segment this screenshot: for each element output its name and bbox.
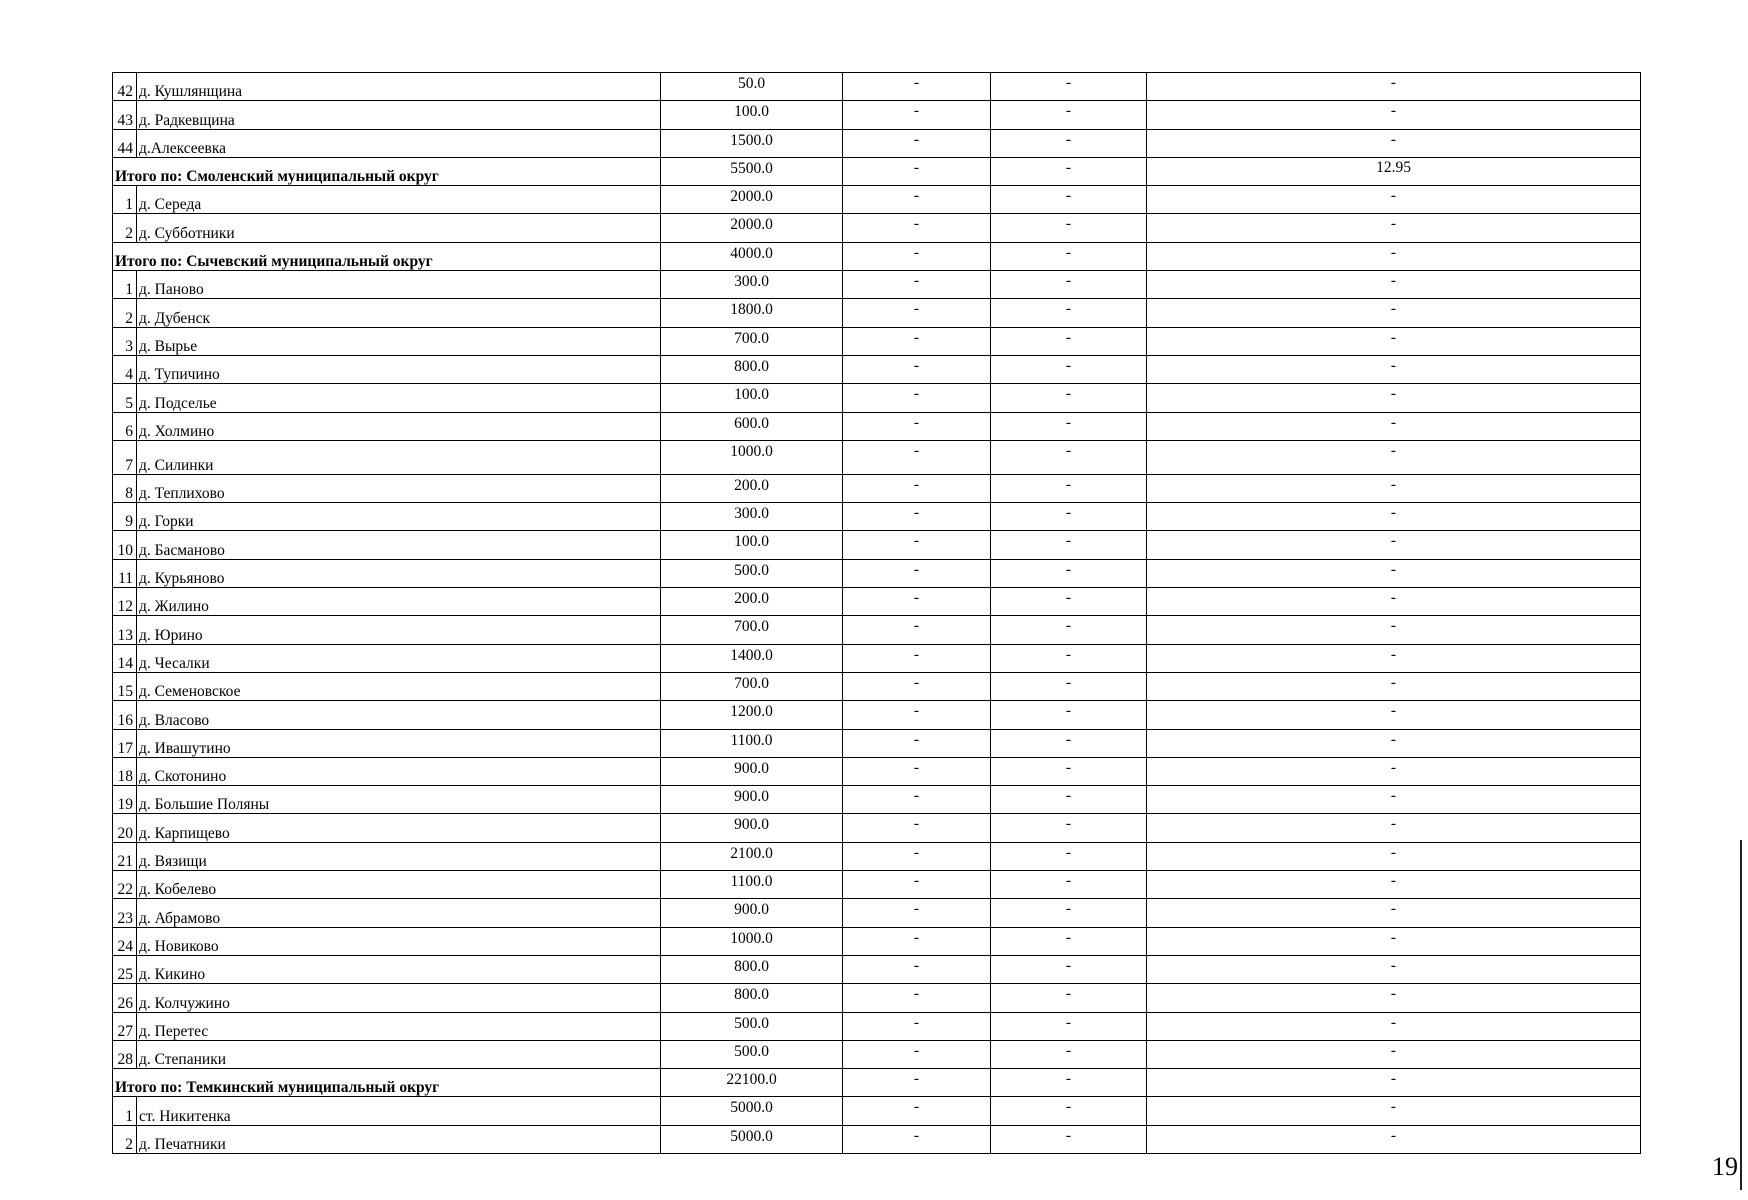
settlement-name-cell: д. Субботники [137, 214, 661, 242]
table-row [113, 327, 1641, 355]
value-cell: 700.0 [661, 672, 843, 700]
value-cell: 1100.0 [661, 729, 843, 757]
settlement-name-cell: д. Курьяново [137, 559, 661, 587]
value-cell: 2000.0 [661, 186, 843, 214]
column-4-cell: - [991, 1012, 1147, 1040]
settlement-name-cell: д. Степаники [137, 1040, 661, 1068]
column-4-cell: - [991, 384, 1147, 412]
settlement-name-cell: д. Колчужино [137, 984, 661, 1012]
table-row [113, 214, 1641, 242]
settlement-name-cell: д. Чесалки [137, 644, 661, 672]
total-label-cell: Итого по: Темкинский муниципальный округ [113, 1069, 661, 1097]
value-cell: 900.0 [661, 757, 843, 785]
column-4-cell: - [991, 616, 1147, 644]
column-5-cell: - [1147, 814, 1641, 842]
column-5-cell: - [1147, 186, 1641, 214]
column-4-cell: - [991, 984, 1147, 1012]
value-cell: 1800.0 [661, 299, 843, 327]
value-cell: 800.0 [661, 355, 843, 383]
settlement-name-cell: д. Кикино [137, 955, 661, 983]
row-number-cell: 20 [113, 814, 137, 842]
column-4-cell: - [991, 299, 1147, 327]
column-4-cell: - [991, 101, 1147, 129]
column-3-cell: - [843, 242, 991, 270]
column-3-cell: - [843, 1012, 991, 1040]
settlement-name-cell: д. Власово [137, 701, 661, 729]
row-number-cell: 2 [113, 1125, 137, 1153]
table-row-total [113, 1069, 1641, 1097]
column-5-cell: - [1147, 531, 1641, 559]
settlement-name-cell: д. Горки [137, 503, 661, 531]
table-row [113, 73, 1641, 101]
row-number-cell: 6 [113, 412, 137, 440]
column-3-cell: - [843, 559, 991, 587]
column-3-cell: - [843, 101, 991, 129]
column-3-cell: - [843, 616, 991, 644]
column-5-cell: - [1147, 842, 1641, 870]
row-number-cell: 27 [113, 1012, 137, 1040]
value-cell: 5000.0 [661, 1097, 843, 1125]
settlement-name-cell: д. Подселье [137, 384, 661, 412]
column-5-cell: - [1147, 616, 1641, 644]
column-3-cell: - [843, 355, 991, 383]
scan-edge-line [1740, 840, 1742, 1190]
column-4-cell: - [991, 927, 1147, 955]
column-4-cell: - [991, 214, 1147, 242]
table-row [113, 644, 1641, 672]
value-cell: 2100.0 [661, 842, 843, 870]
column-3-cell: - [843, 729, 991, 757]
value-cell: 1400.0 [661, 644, 843, 672]
column-3-cell: - [843, 1040, 991, 1068]
column-4-cell: - [991, 672, 1147, 700]
column-5-cell: - [1147, 412, 1641, 440]
table-row [113, 588, 1641, 616]
settlement-name-cell: д. Перетес [137, 1012, 661, 1040]
settlement-name-cell: д. Семеновское [137, 672, 661, 700]
column-5-cell: - [1147, 327, 1641, 355]
column-3-cell: - [843, 1097, 991, 1125]
settlement-name-cell: ст. Никитенка [137, 1097, 661, 1125]
table-row [113, 984, 1641, 1012]
column-5-cell: - [1147, 355, 1641, 383]
table-row [113, 1040, 1641, 1068]
settlement-name-cell: д. Юрино [137, 616, 661, 644]
column-3-cell: - [843, 299, 991, 327]
row-number-cell: 24 [113, 927, 137, 955]
settlement-name-cell: д. Паново [137, 271, 661, 299]
row-number-cell: 2 [113, 214, 137, 242]
settlements-table [112, 72, 1641, 1154]
column-4-cell: - [991, 1125, 1147, 1153]
column-3-cell: - [843, 384, 991, 412]
settlement-name-cell: д. Кушлянщина [137, 73, 661, 101]
column-4-cell: - [991, 1040, 1147, 1068]
column-3-cell: - [843, 814, 991, 842]
settlement-name-cell: д. Теплихово [137, 474, 661, 502]
column-4-cell: - [991, 559, 1147, 587]
row-number-cell: 15 [113, 672, 137, 700]
column-5-cell: - [1147, 384, 1641, 412]
row-number-cell: 2 [113, 299, 137, 327]
row-number-cell: 13 [113, 616, 137, 644]
row-number-cell: 44 [113, 129, 137, 157]
column-5-cell: - [1147, 729, 1641, 757]
settlement-name-cell: д. Абрамово [137, 899, 661, 927]
column-5-cell: - [1147, 73, 1641, 101]
column-5-cell: - [1147, 559, 1641, 587]
value-cell: 800.0 [661, 984, 843, 1012]
total-label-cell: Итого по: Сычевский муниципальный округ [113, 242, 661, 270]
column-3-cell: - [843, 129, 991, 157]
table-row [113, 129, 1641, 157]
column-3-cell: - [843, 157, 991, 185]
settlement-name-cell: д. Вырье [137, 327, 661, 355]
settlement-name-cell: д. Тупичино [137, 355, 661, 383]
row-number-cell: 1 [113, 271, 137, 299]
value-cell: 100.0 [661, 384, 843, 412]
column-4-cell: - [991, 503, 1147, 531]
column-3-cell: - [843, 644, 991, 672]
row-number-cell: 3 [113, 327, 137, 355]
column-3-cell: - [843, 503, 991, 531]
table-row [113, 559, 1641, 587]
column-3-cell: - [843, 786, 991, 814]
value-cell: 1100.0 [661, 871, 843, 899]
column-3-cell: - [843, 588, 991, 616]
column-4-cell: - [991, 644, 1147, 672]
table-row-total [113, 242, 1641, 270]
column-4-cell: - [991, 157, 1147, 185]
settlement-name-cell: д. Кобелево [137, 871, 661, 899]
value-cell: 500.0 [661, 1012, 843, 1040]
row-number-cell: 21 [113, 842, 137, 870]
column-5-cell: - [1147, 757, 1641, 785]
table-row [113, 672, 1641, 700]
value-cell: 700.0 [661, 327, 843, 355]
value-cell: 100.0 [661, 531, 843, 559]
settlement-name-cell: д. Карпищево [137, 814, 661, 842]
settlement-name-cell: д. Ивашутино [137, 729, 661, 757]
table-row [113, 1097, 1641, 1125]
column-4-cell: - [991, 327, 1147, 355]
table-row [113, 616, 1641, 644]
row-number-cell: 26 [113, 984, 137, 1012]
column-4-cell: - [991, 412, 1147, 440]
column-3-cell: - [843, 271, 991, 299]
value-cell: 200.0 [661, 474, 843, 502]
settlement-name-cell: д. Силинки [137, 440, 661, 474]
column-4-cell: - [991, 786, 1147, 814]
column-4-cell: - [991, 73, 1147, 101]
column-4-cell: - [991, 588, 1147, 616]
row-number-cell: 12 [113, 588, 137, 616]
column-3-cell: - [843, 871, 991, 899]
table-row [113, 701, 1641, 729]
table-row [113, 474, 1641, 502]
column-4-cell: - [991, 842, 1147, 870]
column-5-cell: - [1147, 129, 1641, 157]
column-3-cell: - [843, 757, 991, 785]
value-cell: 1000.0 [661, 927, 843, 955]
table-row [113, 899, 1641, 927]
row-number-cell: 7 [113, 440, 137, 474]
column-5-cell: - [1147, 214, 1641, 242]
column-3-cell: - [843, 672, 991, 700]
row-number-cell: 23 [113, 899, 137, 927]
row-number-cell: 14 [113, 644, 137, 672]
value-cell: 1200.0 [661, 701, 843, 729]
column-4-cell: - [991, 129, 1147, 157]
value-cell: 500.0 [661, 559, 843, 587]
value-cell: 4000.0 [661, 242, 843, 270]
column-3-cell: - [843, 1069, 991, 1097]
column-5-cell: - [1147, 871, 1641, 899]
row-number-cell: 8 [113, 474, 137, 502]
column-5-cell: - [1147, 786, 1641, 814]
settlement-name-cell: д. Дубенск [137, 299, 661, 327]
column-5-cell: - [1147, 984, 1641, 1012]
settlement-name-cell: д. Радкевщина [137, 101, 661, 129]
value-cell: 900.0 [661, 814, 843, 842]
column-5-cell: - [1147, 899, 1641, 927]
settlement-name-cell: д. Скотонино [137, 757, 661, 785]
column-5-cell: - [1147, 1125, 1641, 1153]
column-4-cell: - [991, 955, 1147, 983]
row-number-cell: 17 [113, 729, 137, 757]
value-cell: 1000.0 [661, 440, 843, 474]
column-3-cell: - [843, 186, 991, 214]
settlement-name-cell: д. Новиково [137, 927, 661, 955]
value-cell: 22100.0 [661, 1069, 843, 1097]
value-cell: 900.0 [661, 786, 843, 814]
table-row [113, 355, 1641, 383]
row-number-cell: 28 [113, 1040, 137, 1068]
table-row [113, 531, 1641, 559]
table-row [113, 299, 1641, 327]
table-row [113, 271, 1641, 299]
column-5-cell: - [1147, 644, 1641, 672]
column-5-cell: - [1147, 672, 1641, 700]
value-cell: 2000.0 [661, 214, 843, 242]
table-row [113, 871, 1641, 899]
column-4-cell: - [991, 757, 1147, 785]
settlement-name-cell: д. Холмино [137, 412, 661, 440]
column-3-cell: - [843, 927, 991, 955]
column-5-cell: - [1147, 1097, 1641, 1125]
value-cell: 5000.0 [661, 1125, 843, 1153]
column-5-cell: - [1147, 955, 1641, 983]
column-3-cell: - [843, 984, 991, 1012]
column-4-cell: - [991, 355, 1147, 383]
column-5-cell: - [1147, 271, 1641, 299]
column-4-cell: - [991, 1069, 1147, 1097]
column-4-cell: - [991, 186, 1147, 214]
value-cell: 900.0 [661, 899, 843, 927]
row-number-cell: 18 [113, 757, 137, 785]
column-4-cell: - [991, 701, 1147, 729]
settlement-name-cell: д. Большие Поляны [137, 786, 661, 814]
table-row [113, 842, 1641, 870]
value-cell: 1500.0 [661, 129, 843, 157]
row-number-cell: 1 [113, 1097, 137, 1125]
column-4-cell: - [991, 271, 1147, 299]
settlement-name-cell: д. Середа [137, 186, 661, 214]
column-5-cell: - [1147, 927, 1641, 955]
value-cell: 100.0 [661, 101, 843, 129]
value-cell: 800.0 [661, 955, 843, 983]
value-cell: 600.0 [661, 412, 843, 440]
column-5-cell: - [1147, 440, 1641, 474]
table-row [113, 814, 1641, 842]
column-5-cell: - [1147, 242, 1641, 270]
settlement-name-cell: д. Печатники [137, 1125, 661, 1153]
value-cell: 5500.0 [661, 157, 843, 185]
column-5-cell: - [1147, 101, 1641, 129]
value-cell: 700.0 [661, 616, 843, 644]
page-number: 19 [1712, 1152, 1738, 1181]
column-4-cell: - [991, 899, 1147, 927]
column-3-cell: - [843, 1125, 991, 1153]
value-cell: 300.0 [661, 503, 843, 531]
column-4-cell: - [991, 729, 1147, 757]
row-number-cell: 25 [113, 955, 137, 983]
column-3-cell: - [843, 327, 991, 355]
settlement-name-cell: д. Вязищи [137, 842, 661, 870]
table-row [113, 412, 1641, 440]
row-number-cell: 42 [113, 73, 137, 101]
total-label-cell: Итого по: Смоленский муниципальный округ [113, 157, 661, 185]
table-row-total [113, 157, 1641, 185]
table-row [113, 440, 1641, 474]
row-number-cell: 9 [113, 503, 137, 531]
table-row [113, 1125, 1641, 1153]
column-3-cell: - [843, 440, 991, 474]
table-row [113, 384, 1641, 412]
row-number-cell: 10 [113, 531, 137, 559]
column-3-cell: - [843, 899, 991, 927]
table-row [113, 786, 1641, 814]
column-3-cell: - [843, 214, 991, 242]
settlement-name-cell: д. Жилино [137, 588, 661, 616]
table-row [113, 955, 1641, 983]
row-number-cell: 43 [113, 101, 137, 129]
value-cell: 300.0 [661, 271, 843, 299]
column-4-cell: - [991, 1097, 1147, 1125]
row-number-cell: 5 [113, 384, 137, 412]
column-3-cell: - [843, 701, 991, 729]
row-number-cell: 11 [113, 559, 137, 587]
column-5-cell: - [1147, 474, 1641, 502]
row-number-cell: 16 [113, 701, 137, 729]
column-5-cell: - [1147, 1040, 1641, 1068]
column-5-cell: 12.95 [1147, 157, 1641, 185]
row-number-cell: 19 [113, 786, 137, 814]
settlement-name-cell: д. Басманово [137, 531, 661, 559]
column-5-cell: - [1147, 588, 1641, 616]
column-5-cell: - [1147, 1012, 1641, 1040]
value-cell: 500.0 [661, 1040, 843, 1068]
column-4-cell: - [991, 242, 1147, 270]
table-row [113, 729, 1641, 757]
column-4-cell: - [991, 474, 1147, 502]
column-4-cell: - [991, 531, 1147, 559]
column-3-cell: - [843, 531, 991, 559]
table-body [113, 73, 1641, 1154]
column-3-cell: - [843, 412, 991, 440]
column-5-cell: - [1147, 1069, 1641, 1097]
column-3-cell: - [843, 842, 991, 870]
table-row [113, 101, 1641, 129]
column-3-cell: - [843, 955, 991, 983]
row-number-cell: 1 [113, 186, 137, 214]
table-row [113, 757, 1641, 785]
table-row [113, 1012, 1641, 1040]
table-row [113, 503, 1641, 531]
column-4-cell: - [991, 814, 1147, 842]
settlement-name-cell: д.Алексеевка [137, 129, 661, 157]
column-5-cell: - [1147, 299, 1641, 327]
column-5-cell: - [1147, 503, 1641, 531]
column-3-cell: - [843, 73, 991, 101]
value-cell: 200.0 [661, 588, 843, 616]
column-3-cell: - [843, 474, 991, 502]
row-number-cell: 4 [113, 355, 137, 383]
column-5-cell: - [1147, 701, 1641, 729]
column-4-cell: - [991, 440, 1147, 474]
value-cell: 50.0 [661, 73, 843, 101]
row-number-cell: 22 [113, 871, 137, 899]
table-row [113, 927, 1641, 955]
table-row [113, 186, 1641, 214]
column-4-cell: - [991, 871, 1147, 899]
